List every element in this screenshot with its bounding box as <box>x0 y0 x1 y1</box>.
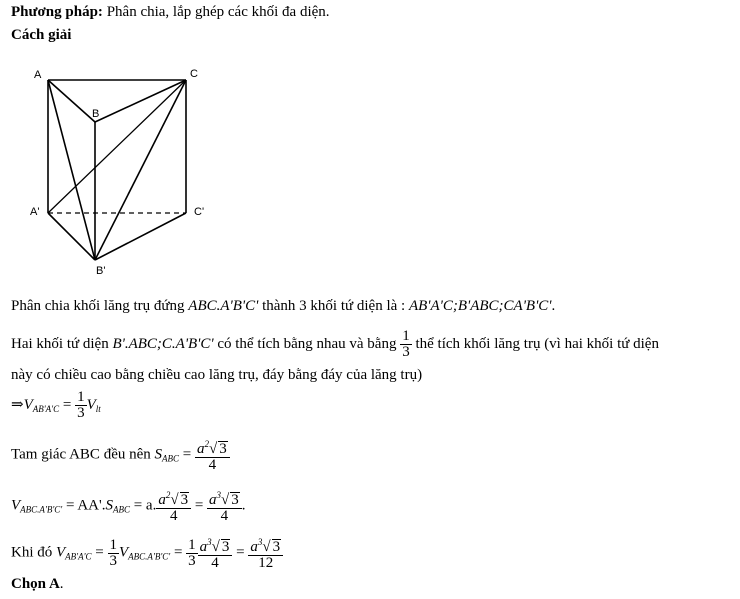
prism-figure <box>0 0 240 285</box>
label-C1: C' <box>194 206 205 218</box>
l1-end: . <box>551 298 556 314</box>
answer-label: Chọn A <box>11 576 60 592</box>
l4-fraction: $\frac{a^2√ 3}{4}$ <box>195 437 230 473</box>
l1-prism: ABC.A'B'C' <box>188 298 259 314</box>
formula-volume: $V_{ABC.A'B'C'} = AA'.S_{ABC} = a$. $\frac{a^2√ 3}{4}$ = $\frac{a^3√ 3}{4}$ . <box>11 490 246 524</box>
label-C: C <box>190 68 198 80</box>
answer-line: Chọn A. <box>11 576 64 592</box>
text-line-3: này có chiều cao bằng chiều cao lăng trụ, đáy bằng đáy của lăng trụ) <box>11 367 423 383</box>
formula-result: Khi đó $V_{AB'A'C}$ = $\frac{1}{3}$ $V_{ABC.A'B'C'}$ = $\frac{1}{3}$ $\frac{a^3√ 3}{4}$ = $\frac{a^3√ 3}{12}$ <box>11 535 283 571</box>
diag-CB1 <box>95 80 186 260</box>
label-B1: B' <box>96 265 106 277</box>
method-text: Phân chia, lắp ghép các khối đa diện. <box>106 4 330 20</box>
diag-AB1 <box>48 80 95 260</box>
edge-AB <box>48 80 95 122</box>
label-A: A <box>34 69 42 81</box>
edge-BC <box>95 80 186 122</box>
l2-text: Hai khối tứ diện <box>11 335 109 352</box>
f1-arrow: ⇒ <box>11 396 24 413</box>
l5-fraction-2: $\frac{a^3√ 3}{4}$ <box>207 488 242 524</box>
method-label: Phương pháp: <box>11 4 103 20</box>
l6-text: Khi đó <box>11 544 53 561</box>
l1-mid: thành 3 khối tứ diện là : <box>262 298 406 314</box>
l1-list: AB'A'C;B'ABC;CA'B'C' <box>408 298 552 314</box>
l5-fraction-1: $\frac{a^2√ 3}{4}$ <box>156 488 191 524</box>
formula-1: $\Rightarrow V_{AB'A'C}$ = $\frac{1}{3}$ $V_{lt}$ <box>11 389 101 421</box>
l2-mid: có thể tích bằng nhau và bằng <box>217 335 397 352</box>
label-A1: A' <box>30 206 40 218</box>
prism-edges <box>48 80 186 260</box>
l2-tets: B'.ABC;C.A'B'C' <box>112 335 214 352</box>
diag-A1C <box>48 80 186 213</box>
label-B: B <box>92 108 100 120</box>
edge-A1B1 <box>48 213 95 260</box>
text-line-1 <box>11 298 555 315</box>
text-line-4: Tam giác ABC đều nên $S_{ABC}$ = $\frac{a^2√ 3}{4}$ <box>11 437 230 473</box>
hidden-edges <box>48 80 186 213</box>
l2-fraction: $\frac{1}{3}$ <box>402 328 410 360</box>
text-line-2 <box>11 329 659 360</box>
edge-B1C1 <box>95 213 186 260</box>
l4-text: Tam giác ABC đều nên <box>11 446 151 463</box>
solution-label: Cách giải <box>11 27 72 43</box>
l1-text: Phân chia khối lăng trụ đứng <box>11 298 185 314</box>
f1-fraction: $\frac{1}{3}$ <box>77 389 85 421</box>
l2-end: thể tích khối lăng trụ (vì hai khối tứ diện <box>415 335 659 352</box>
